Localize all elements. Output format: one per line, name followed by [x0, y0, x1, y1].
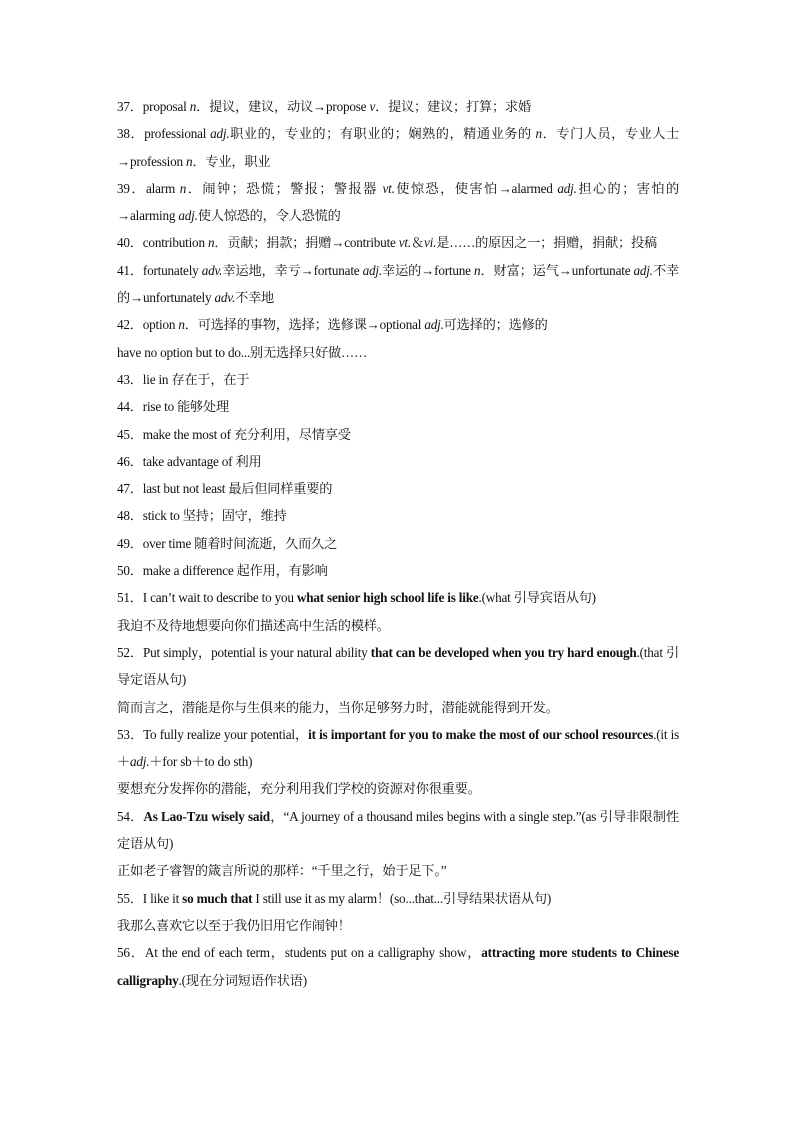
- text-run: 职业的，专业的；有职业的；娴熟的，精通业务的: [229, 126, 536, 142]
- entry-paragraph: [117, 530, 679, 557]
- text-run: ＆: [411, 235, 424, 251]
- pos-abbrev: adj.: [424, 317, 444, 333]
- text-run: 不幸的→unfortunately: [117, 262, 679, 306]
- text-run: 幸运的→fortune: [381, 262, 474, 278]
- text-run: ．贡献；捐款；捐赠→contribute: [214, 235, 399, 251]
- text-run: 55．I like it: [117, 890, 183, 906]
- entry-paragraph: [117, 857, 679, 884]
- pos-abbrev: adj.: [130, 754, 150, 770]
- text-run: 是……的原因之一；捐赠，捐献；投稿: [436, 235, 658, 251]
- text-run: 38．professional: [117, 126, 211, 142]
- bold-text: so much that: [182, 890, 253, 906]
- pos-abbrev: n: [189, 99, 197, 114]
- text-run: 41．fortunately: [117, 262, 202, 278]
- text-run: ．提议，建议，动议→propose: [196, 99, 370, 114]
- text-run: 44．rise to 能够处理: [117, 399, 230, 415]
- text-run: 56．At the end of each term，students put on a calligraphy show，: [117, 945, 482, 961]
- text-run: 使人惊恐的，令人恐慌的: [197, 208, 341, 224]
- text-run: 46．take advantage of 利用: [117, 453, 262, 469]
- entry-paragraph: [117, 339, 679, 366]
- pos-abbrev: adj.: [362, 262, 382, 278]
- bold-text: attracting more students to Chinese calligraphy: [117, 945, 679, 988]
- text-run: 40．contribution: [117, 235, 208, 251]
- text-run: 要想充分发挥你的潜能，充分利用我们学校的资源对你很重要。: [117, 781, 481, 797]
- pos-abbrev: n: [207, 235, 215, 251]
- text-run: 37．proposal: [117, 99, 190, 114]
- text-run: 担心的；害怕的→alarming: [117, 180, 679, 224]
- pos-abbrev: adj.: [178, 208, 198, 224]
- pos-abbrev: adj.: [210, 126, 230, 142]
- text-run: ．专业，职业: [192, 153, 271, 169]
- entry-paragraph: [117, 393, 679, 420]
- entry-paragraph: [117, 612, 679, 639]
- text-run: ．财富；运气→unfortunate: [480, 262, 634, 278]
- text-run: 我那么喜欢它以至于我仍旧用它作闹钟！: [117, 917, 351, 933]
- text-run: ．提议；建议；打算；求婚: [375, 99, 531, 114]
- text-run: 49．over time 随着时间流逝，久而久之: [117, 535, 338, 551]
- text-run: 我迫不及待地想要向你们描述高中生活的模样。: [117, 617, 390, 633]
- entry-paragraph: [117, 421, 679, 448]
- text-run: .(that 引导定语从句): [117, 644, 679, 688]
- text-run: 简而言之，潜能是你与生俱来的能力，当你足够努力时，潜能就能得到开发。: [117, 699, 559, 715]
- text-run: 53．To fully realize your potential，: [117, 726, 309, 742]
- pos-abbrev: v: [369, 99, 376, 114]
- text-run: .(it is＋: [117, 726, 679, 770]
- entry-paragraph: [117, 93, 679, 120]
- entry-paragraph: [117, 885, 679, 912]
- bold-text: As Lao-Tzu wisely said: [143, 808, 270, 824]
- entry-paragraph: [117, 120, 679, 175]
- document-body: [117, 93, 679, 994]
- entry-paragraph: [117, 311, 679, 338]
- text-run: 39．alarm: [117, 180, 180, 196]
- entry-paragraph: [117, 721, 679, 776]
- bold-text: that can be developed when you try hard enough: [370, 644, 637, 660]
- pos-abbrev: n: [179, 180, 187, 196]
- entry-paragraph: [117, 257, 679, 312]
- entry-paragraph: [117, 475, 679, 502]
- text-run: ，“A journey of a thousand miles begins with a single step.”(as 引导非限制性定语从句): [117, 808, 679, 852]
- entry-paragraph: [117, 366, 679, 393]
- entry-paragraph: [117, 448, 679, 475]
- text-run: .(what 引导宾语从句): [478, 590, 596, 606]
- text-run: 不幸地: [235, 290, 275, 306]
- text-run: ＋for sb＋to do sth): [149, 754, 253, 770]
- text-run: 正如老子睿智的箴言所说的那样：“千里之行，始于足下。”: [117, 863, 447, 879]
- text-run: ．闹钟；恐慌；警报；警报器: [186, 180, 383, 196]
- text-run: 使惊恐，使害怕→alarmed: [394, 180, 558, 196]
- text-run: 51．I can’t wait to describe to you: [117, 590, 297, 606]
- text-run: 幸运地，幸亏→fortunate: [222, 262, 363, 278]
- entry-paragraph: [117, 229, 679, 256]
- text-run: have no option but to do...别无选择只好做……: [117, 344, 367, 360]
- text-run: 47．last but not least 最后但同样重要的: [117, 481, 333, 497]
- entry-paragraph: [117, 557, 679, 584]
- pos-abbrev: adv.: [214, 290, 236, 306]
- entry-paragraph: [117, 502, 679, 529]
- entry-paragraph: [117, 584, 679, 611]
- text-run: 42．option: [117, 317, 179, 333]
- pos-abbrev: n: [186, 153, 193, 169]
- text-run: I still use it as my alarm！(so...that...引导结果状语从句): [252, 890, 552, 906]
- bold-text: it is important for you to make the most of our school resources: [308, 726, 654, 742]
- text-run: 52．Put simply，potential is your natural ability: [117, 644, 371, 660]
- bold-text: what senior high school life is like: [296, 590, 479, 606]
- pos-abbrev: adj.: [557, 180, 577, 196]
- text-run: .(现在分词短语作状语): [178, 972, 307, 988]
- entry-paragraph: [117, 175, 679, 230]
- pos-abbrev: vt.: [382, 180, 395, 196]
- text-run: 50．make a difference 起作用，有影响: [117, 563, 328, 579]
- pos-abbrev: vi.: [424, 235, 437, 251]
- pos-abbrev: adj.: [633, 262, 653, 278]
- pos-abbrev: n: [474, 262, 481, 278]
- text-run: 45．make the most of 充分利用，尽情享受: [117, 426, 351, 442]
- text-run: 可选择的；选修的: [443, 317, 548, 333]
- text-run: ．可选择的事物，选择；选修课→optional: [184, 317, 425, 333]
- entry-paragraph: [117, 912, 679, 939]
- entry-paragraph: [117, 775, 679, 802]
- pos-abbrev: n: [535, 126, 542, 142]
- text-run: ．专门人员，专业人士→profession: [117, 126, 679, 169]
- entry-paragraph: [117, 694, 679, 721]
- pos-abbrev: n: [178, 317, 185, 333]
- entry-paragraph: [117, 939, 679, 994]
- text-run: 54．: [117, 808, 144, 824]
- entry-paragraph: [117, 639, 679, 694]
- text-run: 48．stick to 坚持；固守，维持: [117, 508, 287, 524]
- text-run: 43．lie in 存在于，在于: [117, 371, 250, 387]
- entry-paragraph: [117, 803, 679, 858]
- pos-abbrev: adv.: [201, 262, 223, 278]
- pos-abbrev: vt.: [398, 235, 411, 251]
